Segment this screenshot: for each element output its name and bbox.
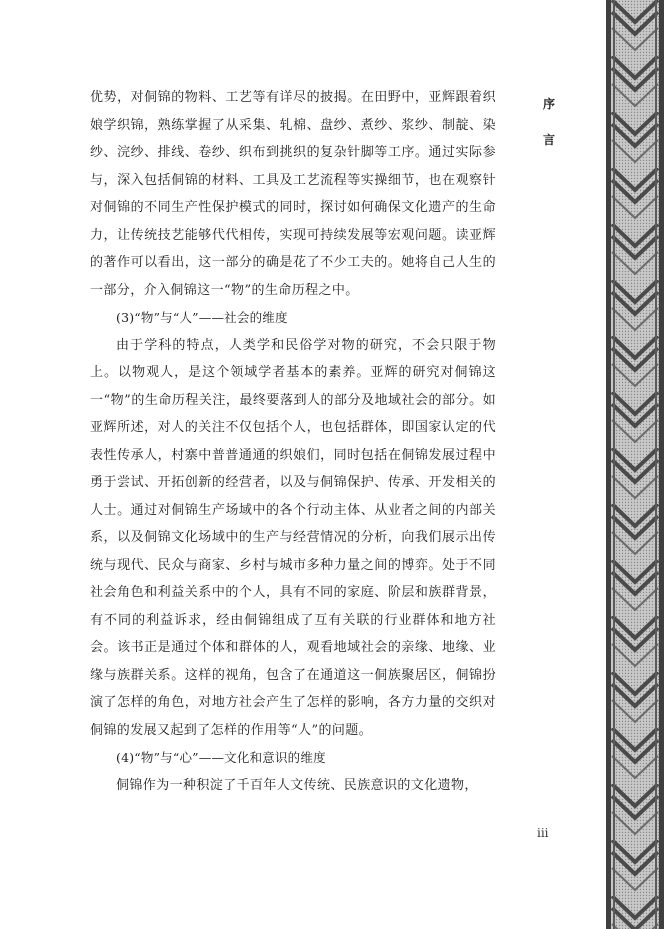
paragraph-continued: 优势，对侗锦的物料、工艺等有详尽的披揭。在田野中，亚辉跟着织娘学织锦，熟练掌握了从采集、轧棉、盘纱、煮纱、浆纱、制靛、染纱、浣纱、排线、卷纱、织布到挑织的复杂针脚等工序。通过实际参与，深入包括侗锦的材料、工具及工艺流程等实操细节，也在观察针对侗锦的不同生产性保护模式的同时，探讨如何确保文化遗产的生命力，让传统技艺能够代代相传，实现可持续发展等宏观问题。读亚辉的著作可以看出，这一部分的确是花了不少工夫的。她将自己人生的一部分，介入侗锦这一“物”的生命历程之中。 xyxy=(90,90,496,298)
section-heading-4: (4)“物”与“心”——文化和意识的维度 xyxy=(116,750,326,765)
paragraph-social-dimension: 由于学科的特点，人类学和民俗学对物的研究，不会只限于物上。以物观人，是这个领域学者基本的素养。亚辉的研究对侗锦这一“物”的生命历程关注，最终要落到人的部分及地域社会的部分。如亚辉所述，对人的关注不仅包括个人，也包括群体，即国家认定的代表性传承人，村寨中普普通通的织娘们，同时包括在侗锦发展过程中勇于尝试、开拓创新的经营者，以及与侗锦保护、传承、开发相关的人士。通过对侗锦生产场域中的各个行动主体、从业者之间的内部关系，以及侗锦文化场域中的生产与经营情况的分析，向我们展示出传统与现代、民众与商家、乡村与城市多种力量之间的博弈。处于不同社会角色和利益关系中的个人，具有不同的家庭、阶层和族群背景，有不同的利益诉求，经由侗锦组成了互有关联的行业群体和地方社会。该书正是通过个体和群体的人，观看地域社会的亲缘、地缘、业缘与族群关系。这样的视角，包含了在通道这一侗族聚居区，侗锦扮演了怎样的角色，对地方社会产生了怎样的影响，各方力量的交织对侗锦的发展又起到了怎样的作用等“人”的问题。 xyxy=(90,337,496,738)
section-heading-3: (3)“物”与“人”——社会的维度 xyxy=(116,310,288,325)
running-head xyxy=(541,86,557,158)
paragraph-culture-dimension: 侗锦作为一种积淀了千百年人文传统、民族意识的文化遗物， xyxy=(116,777,478,793)
body-text xyxy=(90,84,496,799)
page-number: iii xyxy=(537,826,549,840)
running-head-char: 序 xyxy=(542,97,555,111)
running-head-char: 言 xyxy=(542,133,555,147)
decorative-border-pattern xyxy=(606,0,664,929)
